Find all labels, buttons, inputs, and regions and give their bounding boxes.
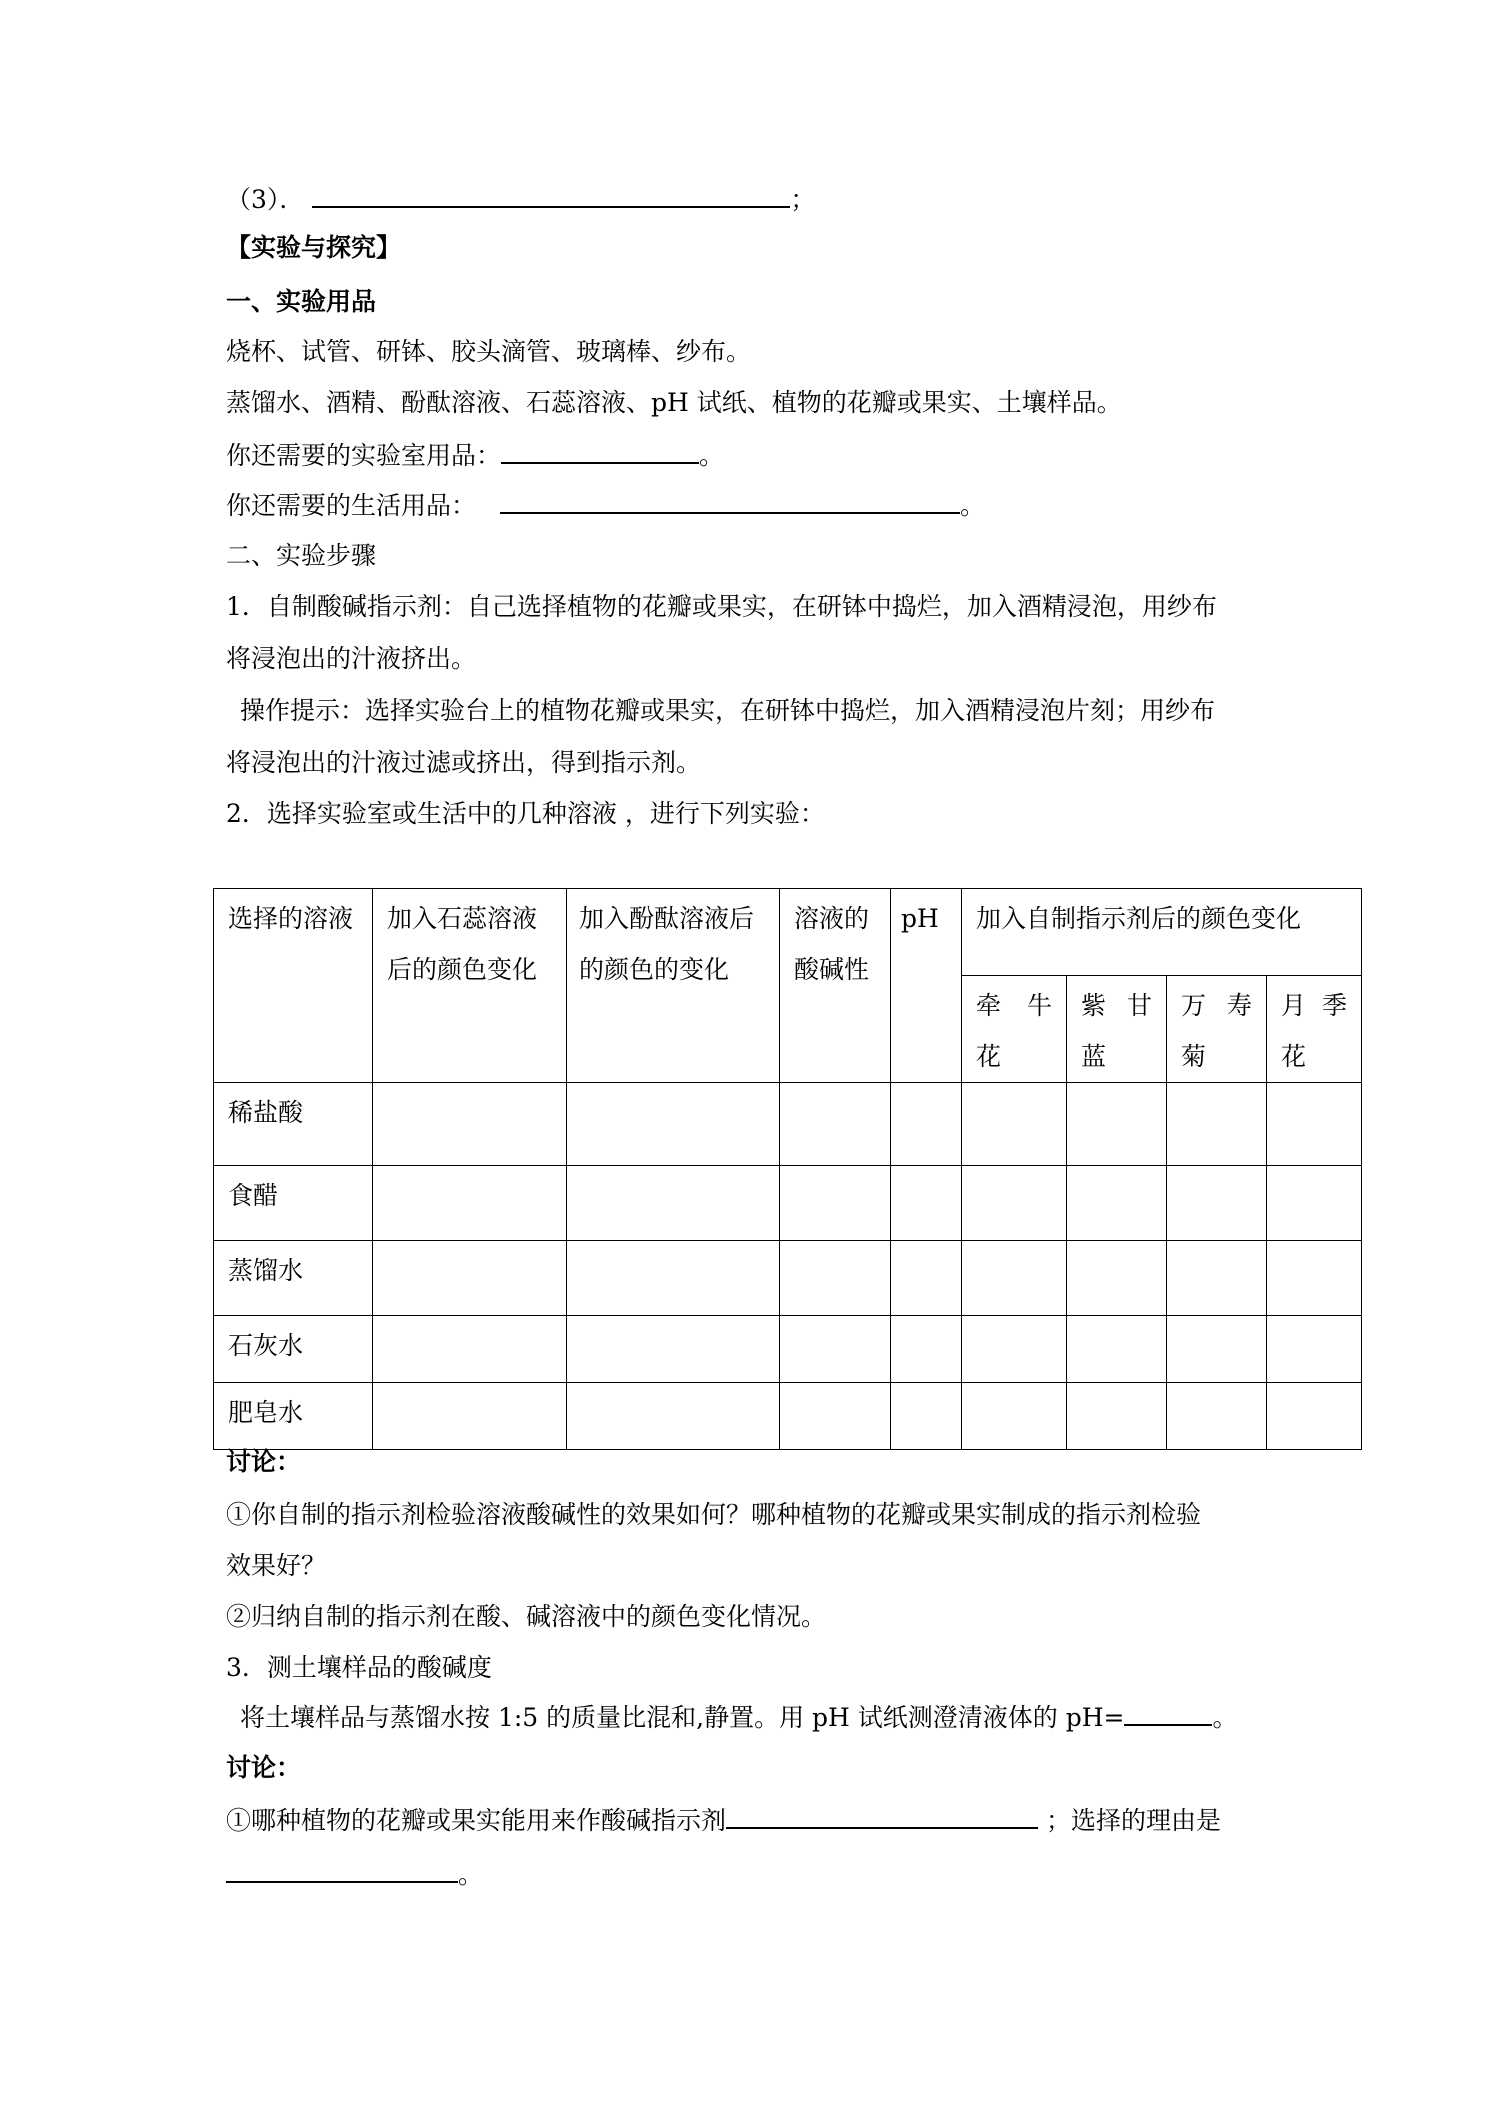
- answer-number: （3）．: [226, 185, 305, 214]
- header-phenolphthalein: 加入酚酞溶液后 的颜色的变化: [567, 889, 780, 1083]
- need-life-line: 你还需要的生活用品： 。: [226, 488, 985, 524]
- need-lab-blank[interactable]: [501, 438, 699, 464]
- plant-chinese-rose: 月 季 花: [1267, 976, 1362, 1083]
- step3-text: 将土壤样品与蒸馏水按 1:5 的质量比混和,静置。用 pH 试纸测澄清液体的 pH= 。: [240, 1700, 1238, 1736]
- header-litmus: 加入石蕊溶液 后的颜色变化: [373, 889, 567, 1083]
- table-row: [214, 1166, 1362, 1241]
- tip-line1: 操作提示：选择实验台上的植物花瓣或果实，在研钵中捣烂，加入酒精浸泡片刻；用纱布: [240, 696, 1216, 725]
- plant-choice-blank[interactable]: [726, 1803, 1038, 1829]
- part1-title: 一、实验用品: [226, 287, 377, 316]
- header-acidity: 溶液的 酸碱性: [780, 889, 891, 1083]
- row-label: 食醋: [214, 1166, 373, 1241]
- step3-title: 3．测土壤样品的酸碱度: [226, 1653, 492, 1682]
- need-lab-label: 你还需要的实验室用品：: [226, 441, 502, 470]
- experiment-table: [213, 888, 1362, 1450]
- need-life-label: 你还需要的生活用品：: [226, 491, 477, 520]
- need-life-blank[interactable]: [500, 488, 960, 514]
- table-row: [214, 1383, 1362, 1450]
- part2-title: 二、实验步骤: [226, 541, 377, 570]
- plant-marigold: 万 寿 菊: [1167, 976, 1267, 1083]
- discussion2-q1: ①哪种植物的花瓣或果实能用来作酸碱指示剂 ；选择的理由是: [226, 1803, 1221, 1839]
- tip-line2: 将浸泡出的汁液过滤或挤出，得到指示剂。: [226, 748, 702, 777]
- header-homemade-indicator: 加入自制指示剂后的颜色变化: [962, 889, 1362, 976]
- table-row: [214, 1241, 1362, 1316]
- row-label: 石灰水: [214, 1316, 373, 1383]
- step1-line2: 将浸泡出的汁液挤出。: [226, 644, 477, 673]
- answer-line-3: （3）． ；: [226, 182, 815, 218]
- ph-blank[interactable]: [1124, 1700, 1212, 1726]
- step1-line1: 1．自制酸碱指示剂：自己选择植物的花瓣或果实，在研钵中捣烂，加入酒精浸泡，用纱布: [226, 592, 1217, 621]
- reason-blank[interactable]: [226, 1857, 458, 1883]
- discussion1-q2: ②归纳自制的指示剂在酸、碱溶液中的颜色变化情况。: [226, 1602, 827, 1631]
- plant-morning-glory: 牵 牛 花: [962, 976, 1067, 1083]
- equipment-list: 烧杯、试管、研钵、胶头滴管、玻璃棒、纱布。: [226, 337, 752, 366]
- discussion1-title: 讨论：: [226, 1447, 302, 1476]
- section-title: 【实验与探究】: [226, 233, 402, 262]
- row-label: 肥皂水: [214, 1383, 373, 1450]
- plant-red-cabbage: 紫 甘 蓝: [1067, 976, 1167, 1083]
- reason-line: 。: [226, 1857, 483, 1893]
- discussion1-q1-line1: ①你自制的指示剂检验溶液酸碱性的效果如何？哪种植物的花瓣或果实制成的指示剂检验: [226, 1500, 1202, 1529]
- row-label: 稀盐酸: [214, 1083, 373, 1166]
- answer-blank[interactable]: [312, 182, 790, 208]
- table-row: [214, 1316, 1362, 1383]
- header-ph: pH: [891, 889, 962, 1083]
- row-label: 蒸馏水: [214, 1241, 373, 1316]
- discussion2-title: 讨论：: [226, 1753, 302, 1782]
- step2-text: 2．选择实验室或生活中的几种溶液 ，进行下列实验：: [226, 799, 825, 828]
- table-row: [214, 1083, 1362, 1166]
- reagent-list: 蒸馏水、酒精、酚酞溶液、石蕊溶液、pH 试纸、植物的花瓣或果实、土壤样品。: [226, 388, 1122, 417]
- need-lab-line: 你还需要的实验室用品： 。: [226, 438, 724, 474]
- discussion1-q1-line2: 效果好？: [226, 1551, 327, 1580]
- header-solution: 选择的溶液: [214, 889, 373, 1083]
